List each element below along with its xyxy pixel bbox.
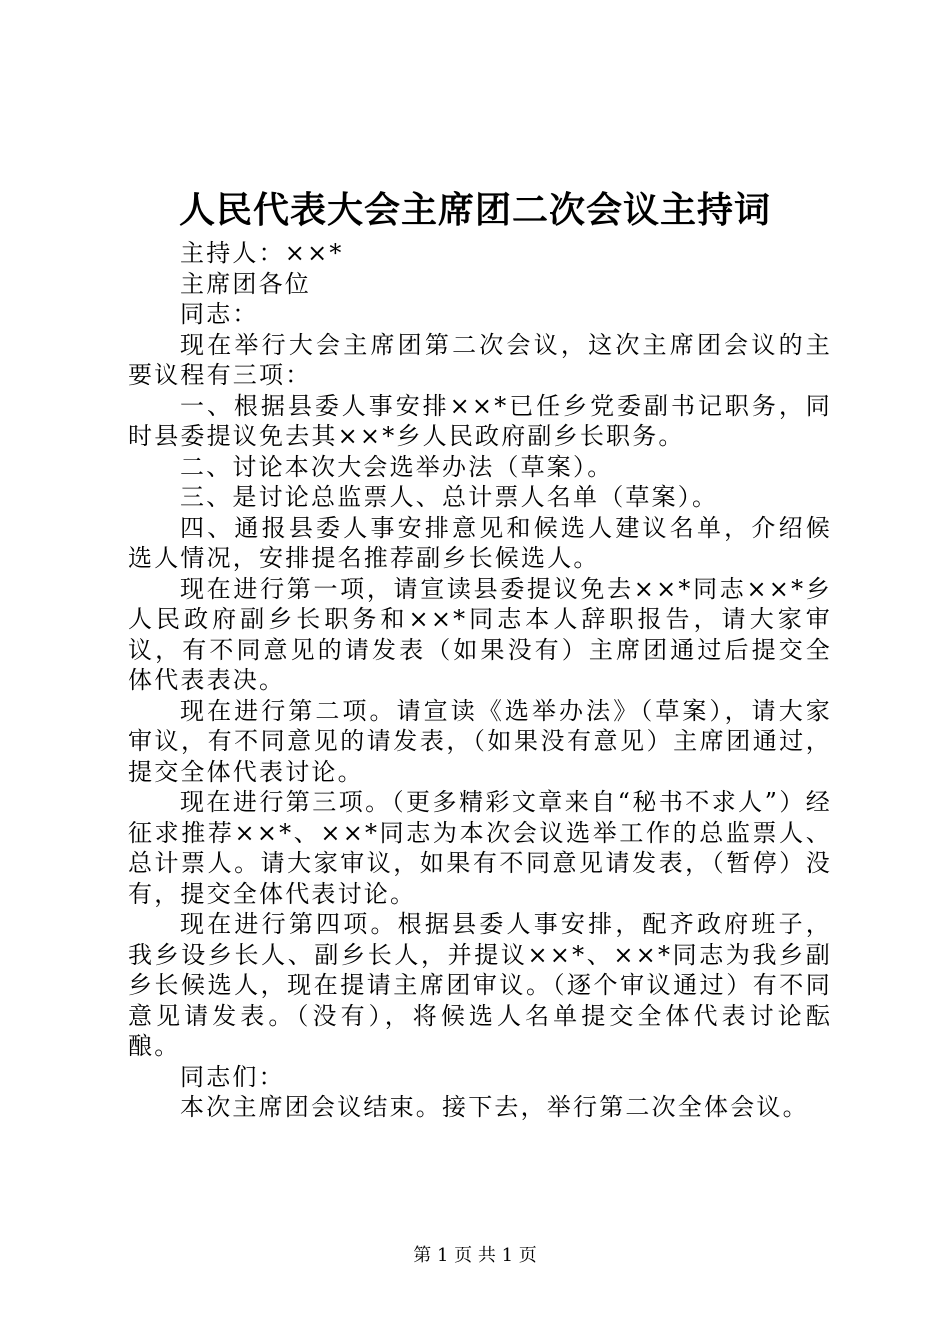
closing-paragraph: 本次主席团会议结束。接下去，举行第二次全体会议。 bbox=[180, 1093, 809, 1121]
agenda-item: 三、是讨论总监票人、总计票人名单（草案）。 bbox=[180, 483, 719, 511]
paragraph: 现在举行大会主席团第二次会议，这次主席团会议的主要议程有三项： bbox=[128, 330, 832, 389]
paragraph: 现在进行第一项，请宣读县委提议免去××*同志××*乡人民政府副乡长职务和××*同志本人辞职报告，请大家审议，有不同意见的请发表（如果没有）主席团通过后提交全体代表表决。 bbox=[128, 574, 832, 694]
closing-salutation: 同志们： bbox=[180, 1062, 285, 1091]
host-line: 主持人：××* bbox=[180, 239, 344, 267]
salutation-line: 主席团各位 bbox=[180, 269, 311, 298]
paragraph: 现在进行第二项。请宣读《选举办法》（草案），请大家审议，有不同意见的请发表，（如果没有意见）主席团通过，提交全体代表讨论。 bbox=[128, 696, 832, 786]
agenda-item: 一、根据县委人事安排××*已任乡党委副书记职务，同时县委提议免去其××*乡人民政府副乡长职务。 bbox=[128, 391, 832, 450]
agenda-item: 二、讨论本次大会选举办法（草案）。 bbox=[180, 452, 614, 481]
document-body bbox=[128, 238, 832, 1123]
paragraph: 现在进行第四项。根据县委人事安排，配齐政府班子，我乡设乡长人、副乡长人，并提议××*、××*同志为我乡副乡长候选人，现在提请主席团审议。（逐个审议通过）有不同意见请发表。（没有），将候选人名单提交全体代表讨论酝酿。 bbox=[128, 910, 832, 1060]
paragraph: 现在进行第三项。（更多精彩文章来自“秘书不求人”）经征求推荐××*、××*同志为本次会议选举工作的总监票人、总计票人。请大家审议，如果有不同意见请发表，（暂停）没有，提交全体代表讨论。 bbox=[128, 788, 832, 908]
page-footer: 第 1 页 共 1 页 bbox=[413, 1245, 537, 1266]
agenda-item: 四、通报县委人事安排意见和候选人建议名单，介绍候选人情况，安排提名推荐副乡长候选人。 bbox=[128, 513, 832, 572]
salutation-line: 同志： bbox=[180, 300, 259, 328]
document-title: 人民代表大会主席团二次会议主持词 bbox=[178, 189, 771, 231]
